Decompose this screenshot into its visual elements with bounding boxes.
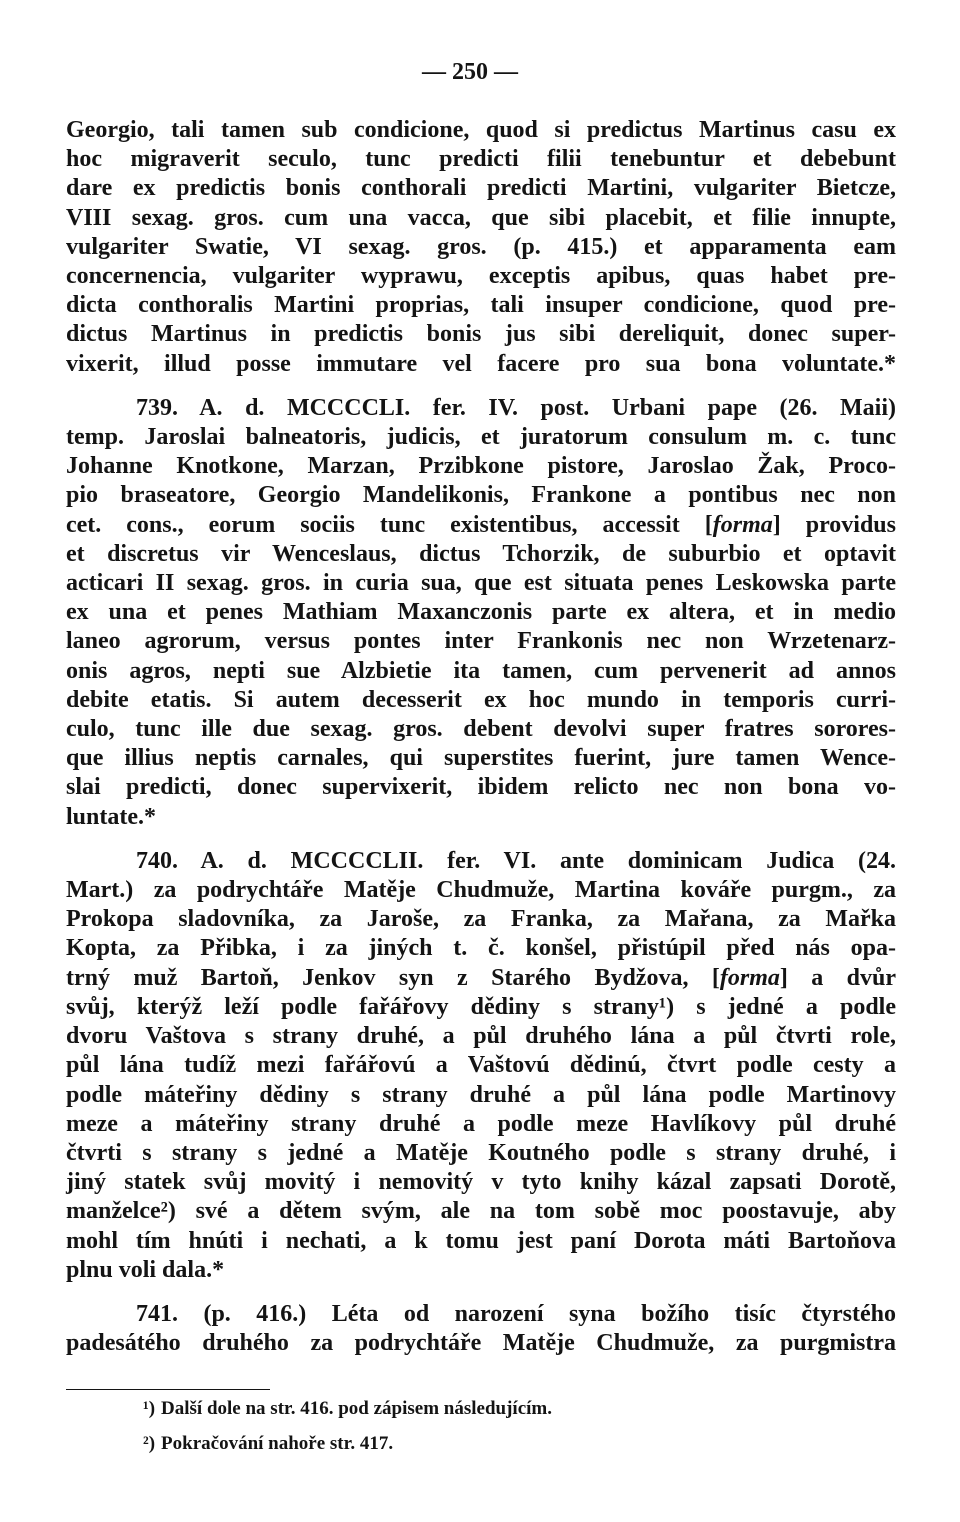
text-line: et discretus vir Wenceslaus, dictus Tchorzik, de suburbio et optavit <box>66 540 896 567</box>
text-line: vulgariter Swatie, VI sexag. gros. (p. 415.) et apparamenta eam <box>66 233 896 260</box>
paragraph <box>66 394 896 832</box>
text-line: 739. A. d. MCCCCLI. fer. IV. post. Urbani pape (26. Maii) <box>136 394 896 421</box>
footnote-text: Pokračování nahoře str. 417. <box>161 1433 394 1454</box>
text-line: podle máteřiny dědiny s strany druhé a půl lána podle Martinovy <box>66 1081 896 1108</box>
text-line: 740. A. d. MCCCCLII. fer. VI. ante dominicam Judica (24. <box>136 847 896 874</box>
text-line: mohl tím hnúti i nechati, a k tomu jest paní Dorota máti Bartoňova <box>66 1227 896 1254</box>
page-number: — 250 — <box>422 59 518 85</box>
text-line: temp. Jaroslai balneatoris, judicis, et juratorum consulum m. c. tunc <box>66 424 896 451</box>
text-line: meze a máteřiny strany druhé a podle meze Havlíkovy půl druhé <box>66 1110 896 1137</box>
footnote-marker: ²) <box>143 1433 156 1454</box>
text-line: Prokopa sladovníka, za Jaroše, za Franka, za Mařana, za Mařka <box>66 906 896 933</box>
text-line: ex una et penes Mathiam Maxanczonis parte ex altera, et in medio <box>66 599 896 626</box>
text-line: plnu voli dala.* <box>66 1256 225 1283</box>
footnotes <box>143 1391 843 1461</box>
text-line: culo, tunc ille due sexag. gros. debent devolvi super fratres sorores- <box>66 716 896 743</box>
text-line: vixerit, illud posse immutare vel facere pro sua bona voluntate.* <box>66 350 896 377</box>
text-line: hoc migraverit seculo, tunc predicti filii tenebuntur et debebunt <box>66 146 896 173</box>
footnote-text: Další dole na str. 416. pod zápisem následujícím. <box>161 1398 552 1419</box>
footnote-rule <box>66 1389 270 1390</box>
text-line: Johanne Knotkone, Marzan, Przibkone pistore, Jaroslao Žak, Proco- <box>66 453 896 480</box>
footnote-marker: ¹) <box>143 1398 156 1419</box>
paragraph <box>66 1300 896 1358</box>
text-line: concernencia, vulgariter wyprawu, exceptis apibus, quas habet pre- <box>66 263 896 290</box>
text-line: acticari II sexag. gros. in curia sua, que est situata penes Leskowska parte <box>66 570 896 597</box>
text-line: VIII sexag. gros. cum una vacca, que sibi placebit, et filie innupte, <box>66 204 896 231</box>
text-line: svůj, kterýž leží podle fařářovy dědiny s strany¹) s jedné a podle <box>66 993 896 1020</box>
text-line: pio braseatore, Georgio Mandelikonis, Frankone a pontibus nec non <box>66 482 896 509</box>
text-line: laneo agrorum, versus pontes inter Frankonis nec non Wrzetenarz- <box>66 628 896 655</box>
footnote <box>143 1391 843 1426</box>
text-line: 741. (p. 416.) Léta od narození syna božího tisíc čtyrstého <box>136 1300 896 1327</box>
text-line: luntate.* <box>66 803 156 830</box>
text-line: padesátého druhého za podrychtáře Matěje Chudmuže, za purgmistra <box>66 1330 896 1357</box>
footnote <box>143 1426 843 1461</box>
text-line: que illius neptis carnales, qui superstites fuerint, jure tamen Wence- <box>66 745 896 772</box>
text-line: dare ex predictis bonis conthorali predicti Martini, vulgariter Bietcze, <box>66 175 896 202</box>
text-line: dictus Martinus in predictis bonis jus sibi dereliquit, donec super- <box>66 321 896 348</box>
text-line: Kopta, za Přibka, i za jiných t. č. konšel, přistúpil před nás opa- <box>66 935 896 962</box>
paragraph <box>66 116 896 379</box>
text-line: Mart.) za podrychtáře Matěje Chudmuže, Martina kováře purgm., za <box>66 877 896 904</box>
text-line: slai predicti, donec supervixerit, ibidem relicto nec non bona vo- <box>66 774 896 801</box>
text-line: debite etatis. Si autem decesserit ex hoc mundo in temporis curri- <box>66 686 896 713</box>
text-line: čtvrti s strany s jedné a Matěje Koutného podle s strany druhé, i <box>66 1139 896 1166</box>
italic-term: forma <box>719 964 780 991</box>
text-line: onis agros, nepti sue Alzbietie ita tamen, cum pervenerit ad annos <box>66 657 896 684</box>
text-line: cet. cons., eorum sociis tunc existentibus, accessit [forma] providus <box>66 511 896 538</box>
text-line: půl lána tudíž mezi fařářovú a Vaštovú dědinú, čtvrt podle cesty a <box>66 1052 896 1079</box>
italic-term: forma <box>712 511 773 538</box>
text-line: jiný statek svůj movitý i nemovitý v tyto knihy kázal zapsati Dorotě, <box>66 1169 896 1196</box>
text-line: trný muž Bartoň, Jenkov syn z Starého Bydžova, [forma] a dvůr <box>66 964 896 991</box>
text-line: Georgio, tali tamen sub condicione, quod si predictus Martinus casu ex <box>66 117 896 143</box>
text-line: dvoru Vaštova s strany druhé, a půl druhého lána a půl čtvrti role, <box>66 1023 896 1050</box>
text-line: manželce²) své a dětem svým, ale na tom sobě moc poostavuje, aby <box>66 1198 896 1225</box>
text-line: dicta conthoralis Martini proprias, tali insuper condicione, quod pre- <box>66 292 896 319</box>
paragraph <box>66 847 896 1285</box>
text-body <box>66 116 896 1358</box>
